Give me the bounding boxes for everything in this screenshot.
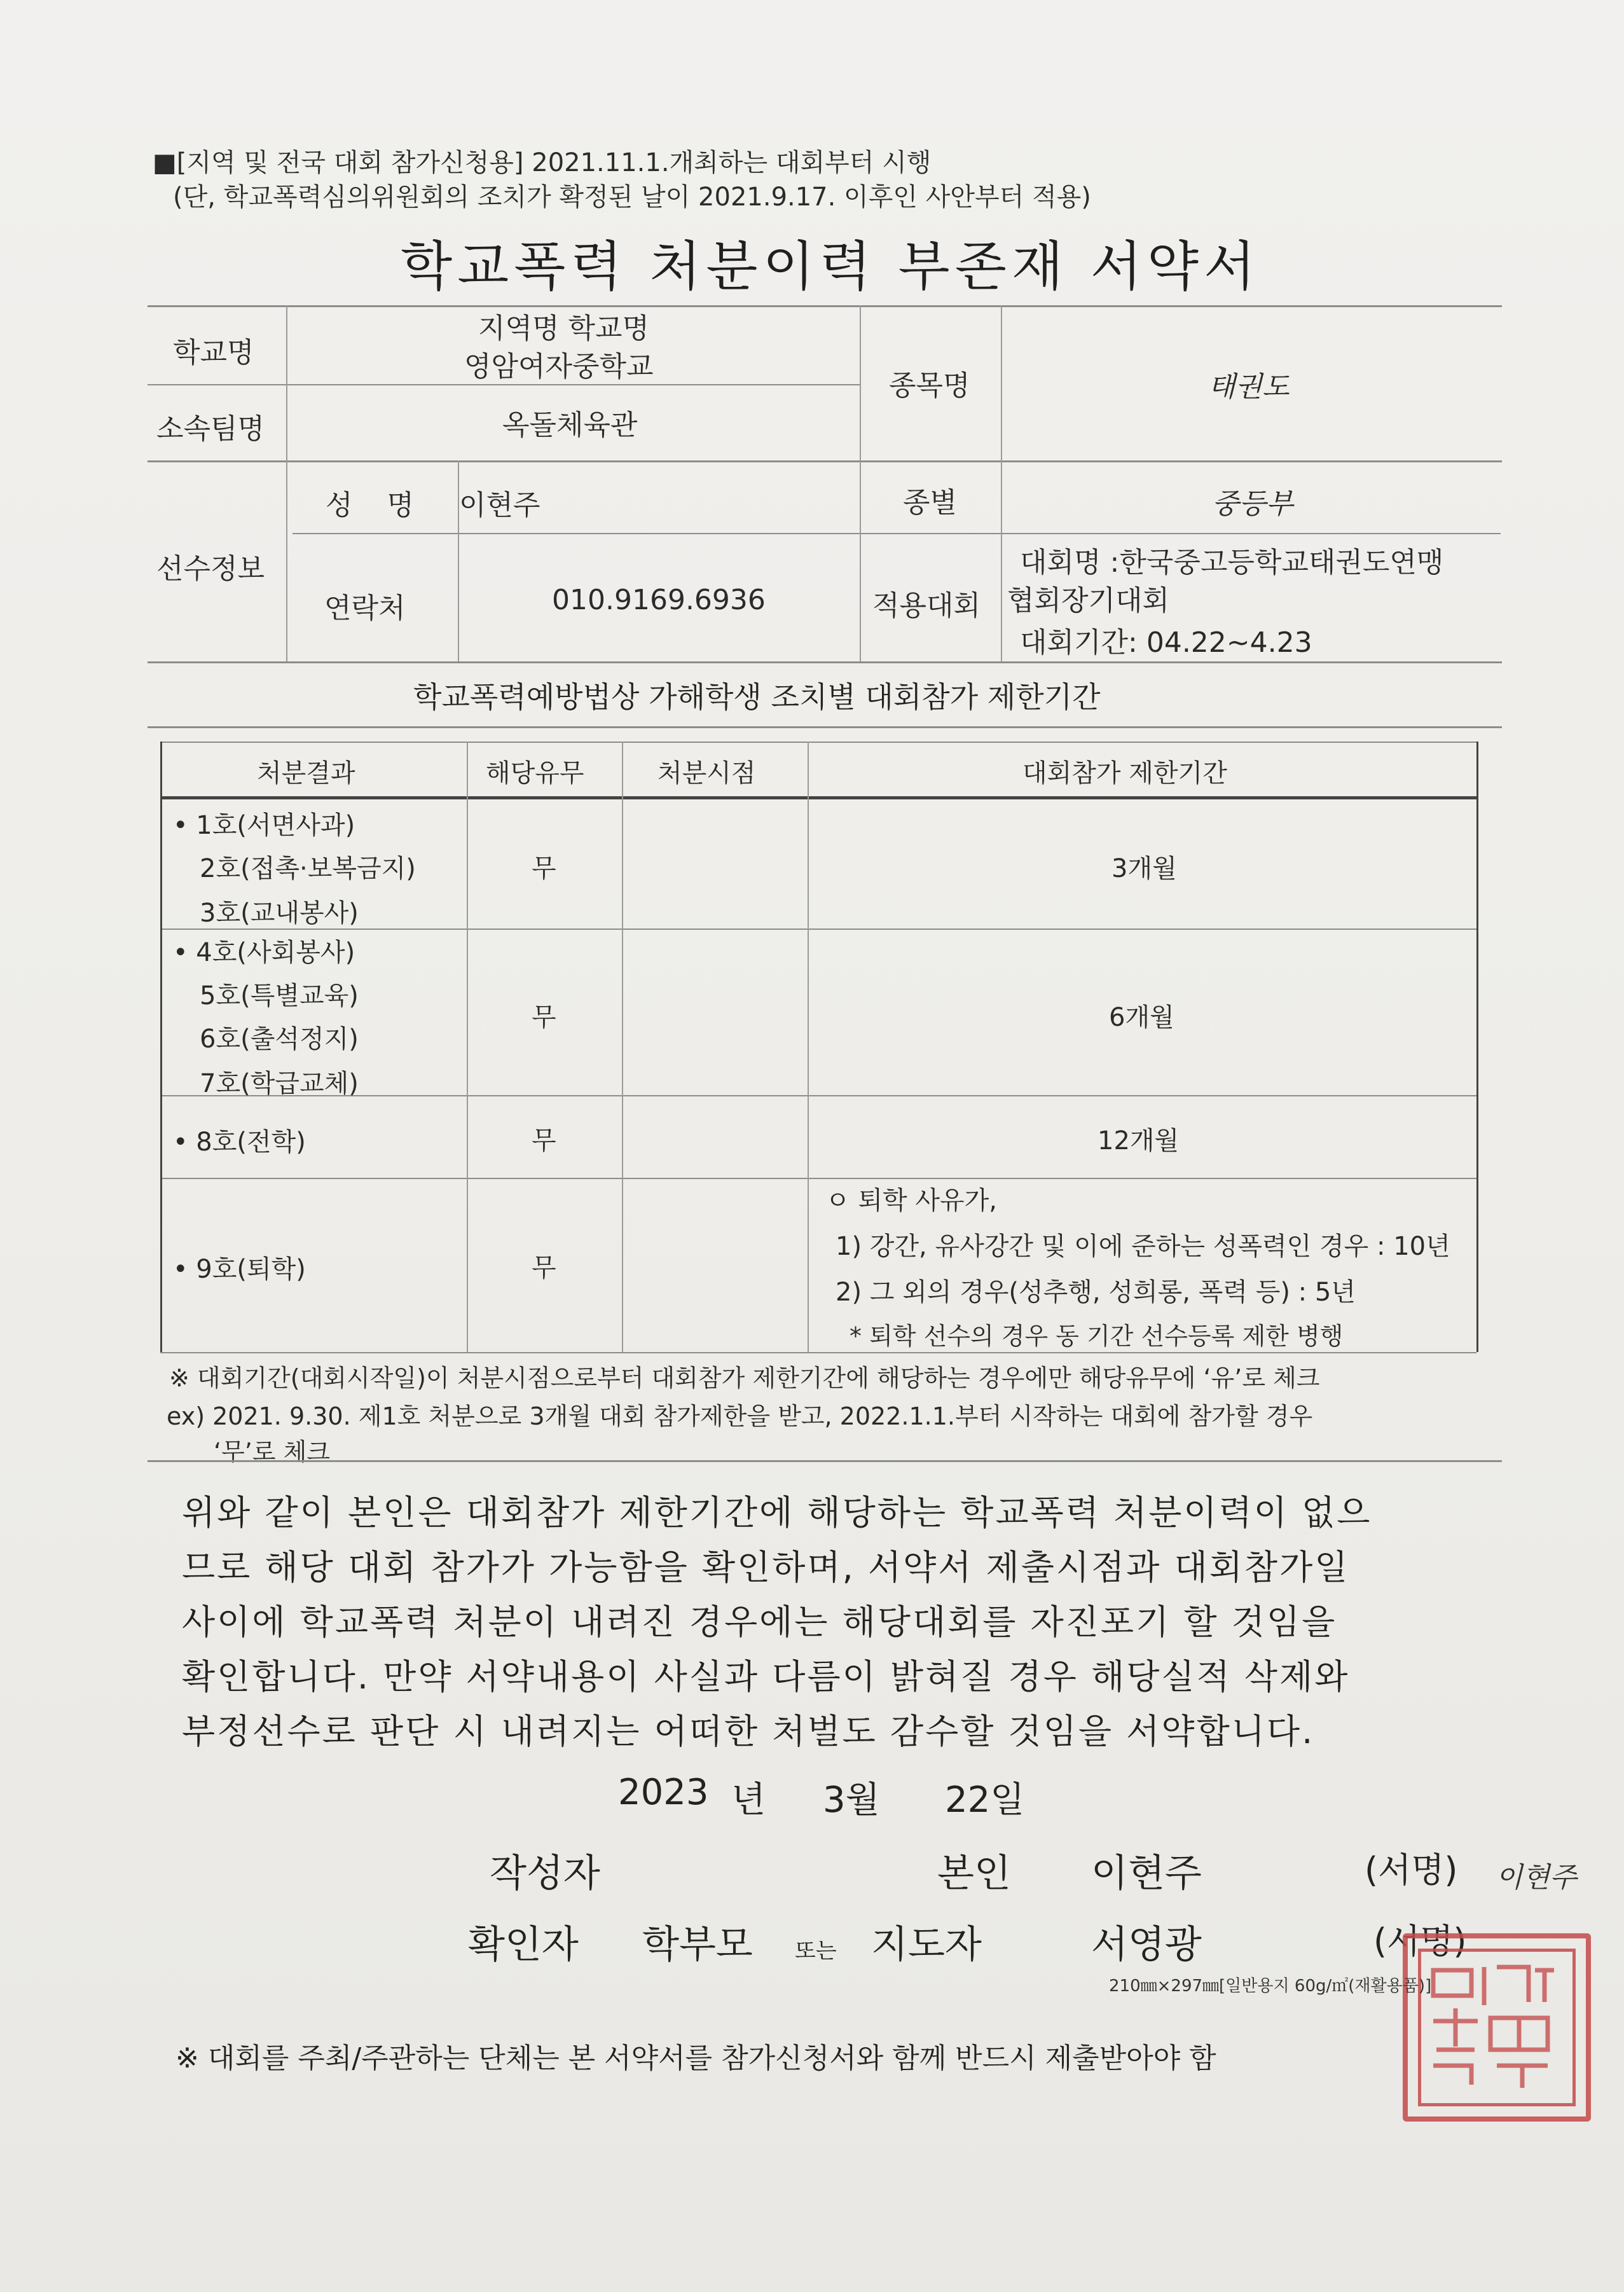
row1-line1: • 1호(서면사과) [173,811,355,840]
school-value-1: 지역명 학교명 [478,312,650,345]
competition-label: 적용대회 [872,590,981,622]
table-top-line [160,742,1476,743]
self-name: 이현주 [1091,1851,1202,1896]
row4-applicable: 무 [532,1253,556,1283]
contact-value: 010.9169.6936 [552,584,766,616]
row4-period-line1: ㅇ 퇴학 사유가, [825,1186,997,1215]
team-label: 소속팀명 [156,413,265,445]
info-vline-1 [286,305,287,661]
row2-line2: 5호(특별교육) [200,981,359,1011]
note-line-1: ※ 대회기간(대회시작일)이 처분시점으로부터 대회참가 제한기간에 해당하는 경우에만 해당유무에 ‘유’로 체크 [169,1364,1320,1392]
document-title: 학교폭력 처분이력 부존재 서약서 [401,235,1261,298]
date-year: 2023 [618,1772,709,1813]
date-month: 3월 [823,1779,880,1821]
info-line-name [292,533,1501,534]
table-vline-2 [622,742,623,1352]
name-value: 이현주 [459,489,540,521]
row2-period: 6개월 [1109,1003,1174,1032]
event-value: 태권도 [1208,371,1290,403]
row1-period: 3개월 [1111,854,1177,883]
pledge-line-3: 사이에 학교폭력 처분이 내려진 경우에는 해당대회를 자진포기 할 것임을 [182,1602,1337,1642]
contact-label: 연락처 [324,592,406,625]
row3-applicable: 무 [532,1126,556,1156]
row2-line1: • 4호(사회봉사) [173,938,355,967]
info-vline-2 [860,305,861,661]
info-top-line [148,305,1502,307]
guardian-label: 학부모 [642,1923,753,1967]
school-value-2: 영암여자중학교 [464,350,654,383]
event-label: 종목명 [889,369,970,402]
info-line-team [148,460,1502,462]
header-period: 대회참가 제한기간 [1022,759,1227,788]
row4-period-line2: 1) 강간, 유사강간 및 이에 준하는 성폭력인 경우 : 10년 [836,1232,1450,1261]
team-value: 옥돌체육관 [502,409,638,441]
competition-name: 대회명 :한국중고등학교태권도연맹 [1020,546,1444,579]
or-label: 또는 [795,1938,837,1964]
category-value: 중등부 [1212,488,1293,520]
table-vline-4 [1476,742,1478,1352]
table-header-line [160,796,1476,799]
pledge-line-5: 부정선수로 판단 시 내려지는 어떠한 처벌도 감수할 것임을 서약합니다. [182,1711,1315,1751]
row4-period-line4: * 퇴학 선수의 경우 동 기간 선수등록 제한 병행 [850,1322,1344,1350]
coach-label: 지도자 [871,1923,982,1967]
seal-pattern-icon [1408,1938,1576,2106]
row4-period-line3: 2) 그 외의 경우(성추행, 성희롱, 폭력 등) : 5년 [836,1278,1356,1307]
info-line-school [148,384,860,385]
self-sign-label: (서명) [1365,1850,1458,1890]
pledge-line-2: 므로 해당 대회 참가가 가능함을 확인하며, 서약서 제출시점과 대회참가일 [182,1547,1350,1587]
row3-line1: • 8호(전학) [173,1128,306,1157]
player-info-label: 선수정보 [156,553,265,585]
table-bottom-line [160,1352,1476,1353]
table-vline-1 [467,742,468,1352]
header-applicable: 해당유무 [486,759,584,788]
row1-line2: 2호(접촉·보복금지) [200,854,416,883]
restriction-title: 학교폭력예방법상 가해학생 조치별 대회참가 제한기간 [413,680,1101,714]
row2-line3: 6호(출석정지) [200,1025,359,1054]
paper-spec: 210㎜×297㎜[일반용지 60g/㎡(재활용품)] [1109,1977,1432,1996]
table-vline-3 [808,742,809,1352]
notice-line-1: ■[지역 및 전국 대회 참가신청용] 2021.11.1.개최하는 대회부터 시행 [153,148,932,177]
author-label: 작성자 [490,1851,600,1896]
notes-bottom-line [148,1460,1502,1462]
coach-name: 서영광 [1091,1923,1202,1967]
category-label: 종별 [903,487,958,519]
row1-line3: 3호(교내봉사) [200,899,359,928]
note-line-2: ex) 2021. 9.30. 제1호 처분으로 3개월 대회 참가제한을 받고, 2022.1.1.부터 시작하는 대회에 참가할 경우 [167,1402,1313,1430]
notice-line-2: (단, 학교폭력심의위원회의 조치가 확정된 날이 2021.9.17. 이후인 사안부터 적용) [173,183,1091,212]
restriction-sep-line [148,726,1502,728]
table-row3-line [160,1178,1476,1179]
date-year-unit: 년 [731,1779,766,1821]
school-label: 학교명 [173,336,254,369]
row4-line1: • 9호(퇴학) [173,1255,306,1284]
info-vline-3 [1001,305,1002,661]
self-label: 본인 [937,1851,1011,1896]
info-bottom-line [148,661,1502,663]
official-seal-stamp [1403,1933,1591,2122]
competition-period: 대회기간: 04.22~4.23 [1020,626,1312,659]
self-handwritten-sign: 이현주 [1496,1861,1577,1894]
competition-name-2: 협회장기대회 [1007,584,1170,617]
row2-applicable: 무 [532,1003,556,1032]
name-label: 성 명 [326,489,427,521]
note-line-3: ‘무’로 체크 [214,1438,331,1466]
coach-sign-label: (서명) [1373,1921,1467,1961]
row2-line4: 7호(학급교체) [200,1069,359,1098]
date-day: 22일 [945,1779,1025,1821]
row1-applicable: 무 [532,854,556,883]
bottom-note: ※ 대회를 주최/주관하는 단체는 본 서약서를 참가신청서와 함께 반드시 제출받아야 함 [175,2042,1216,2075]
confirmer-label: 확인자 [468,1923,579,1967]
header-point: 처분시점 [657,759,756,788]
pledge-line-1: 위와 같이 본인은 대회참가 제한기간에 해당하는 학교폭력 처분이력이 없으 [182,1493,1372,1533]
table-vline-0 [160,742,162,1352]
header-result: 처분결과 [257,759,355,788]
row3-period: 12개월 [1098,1126,1180,1156]
pledge-line-4: 확인합니다. 만약 서약내용이 사실과 다름이 밝혀질 경우 해당실적 삭제와 [182,1657,1350,1697]
